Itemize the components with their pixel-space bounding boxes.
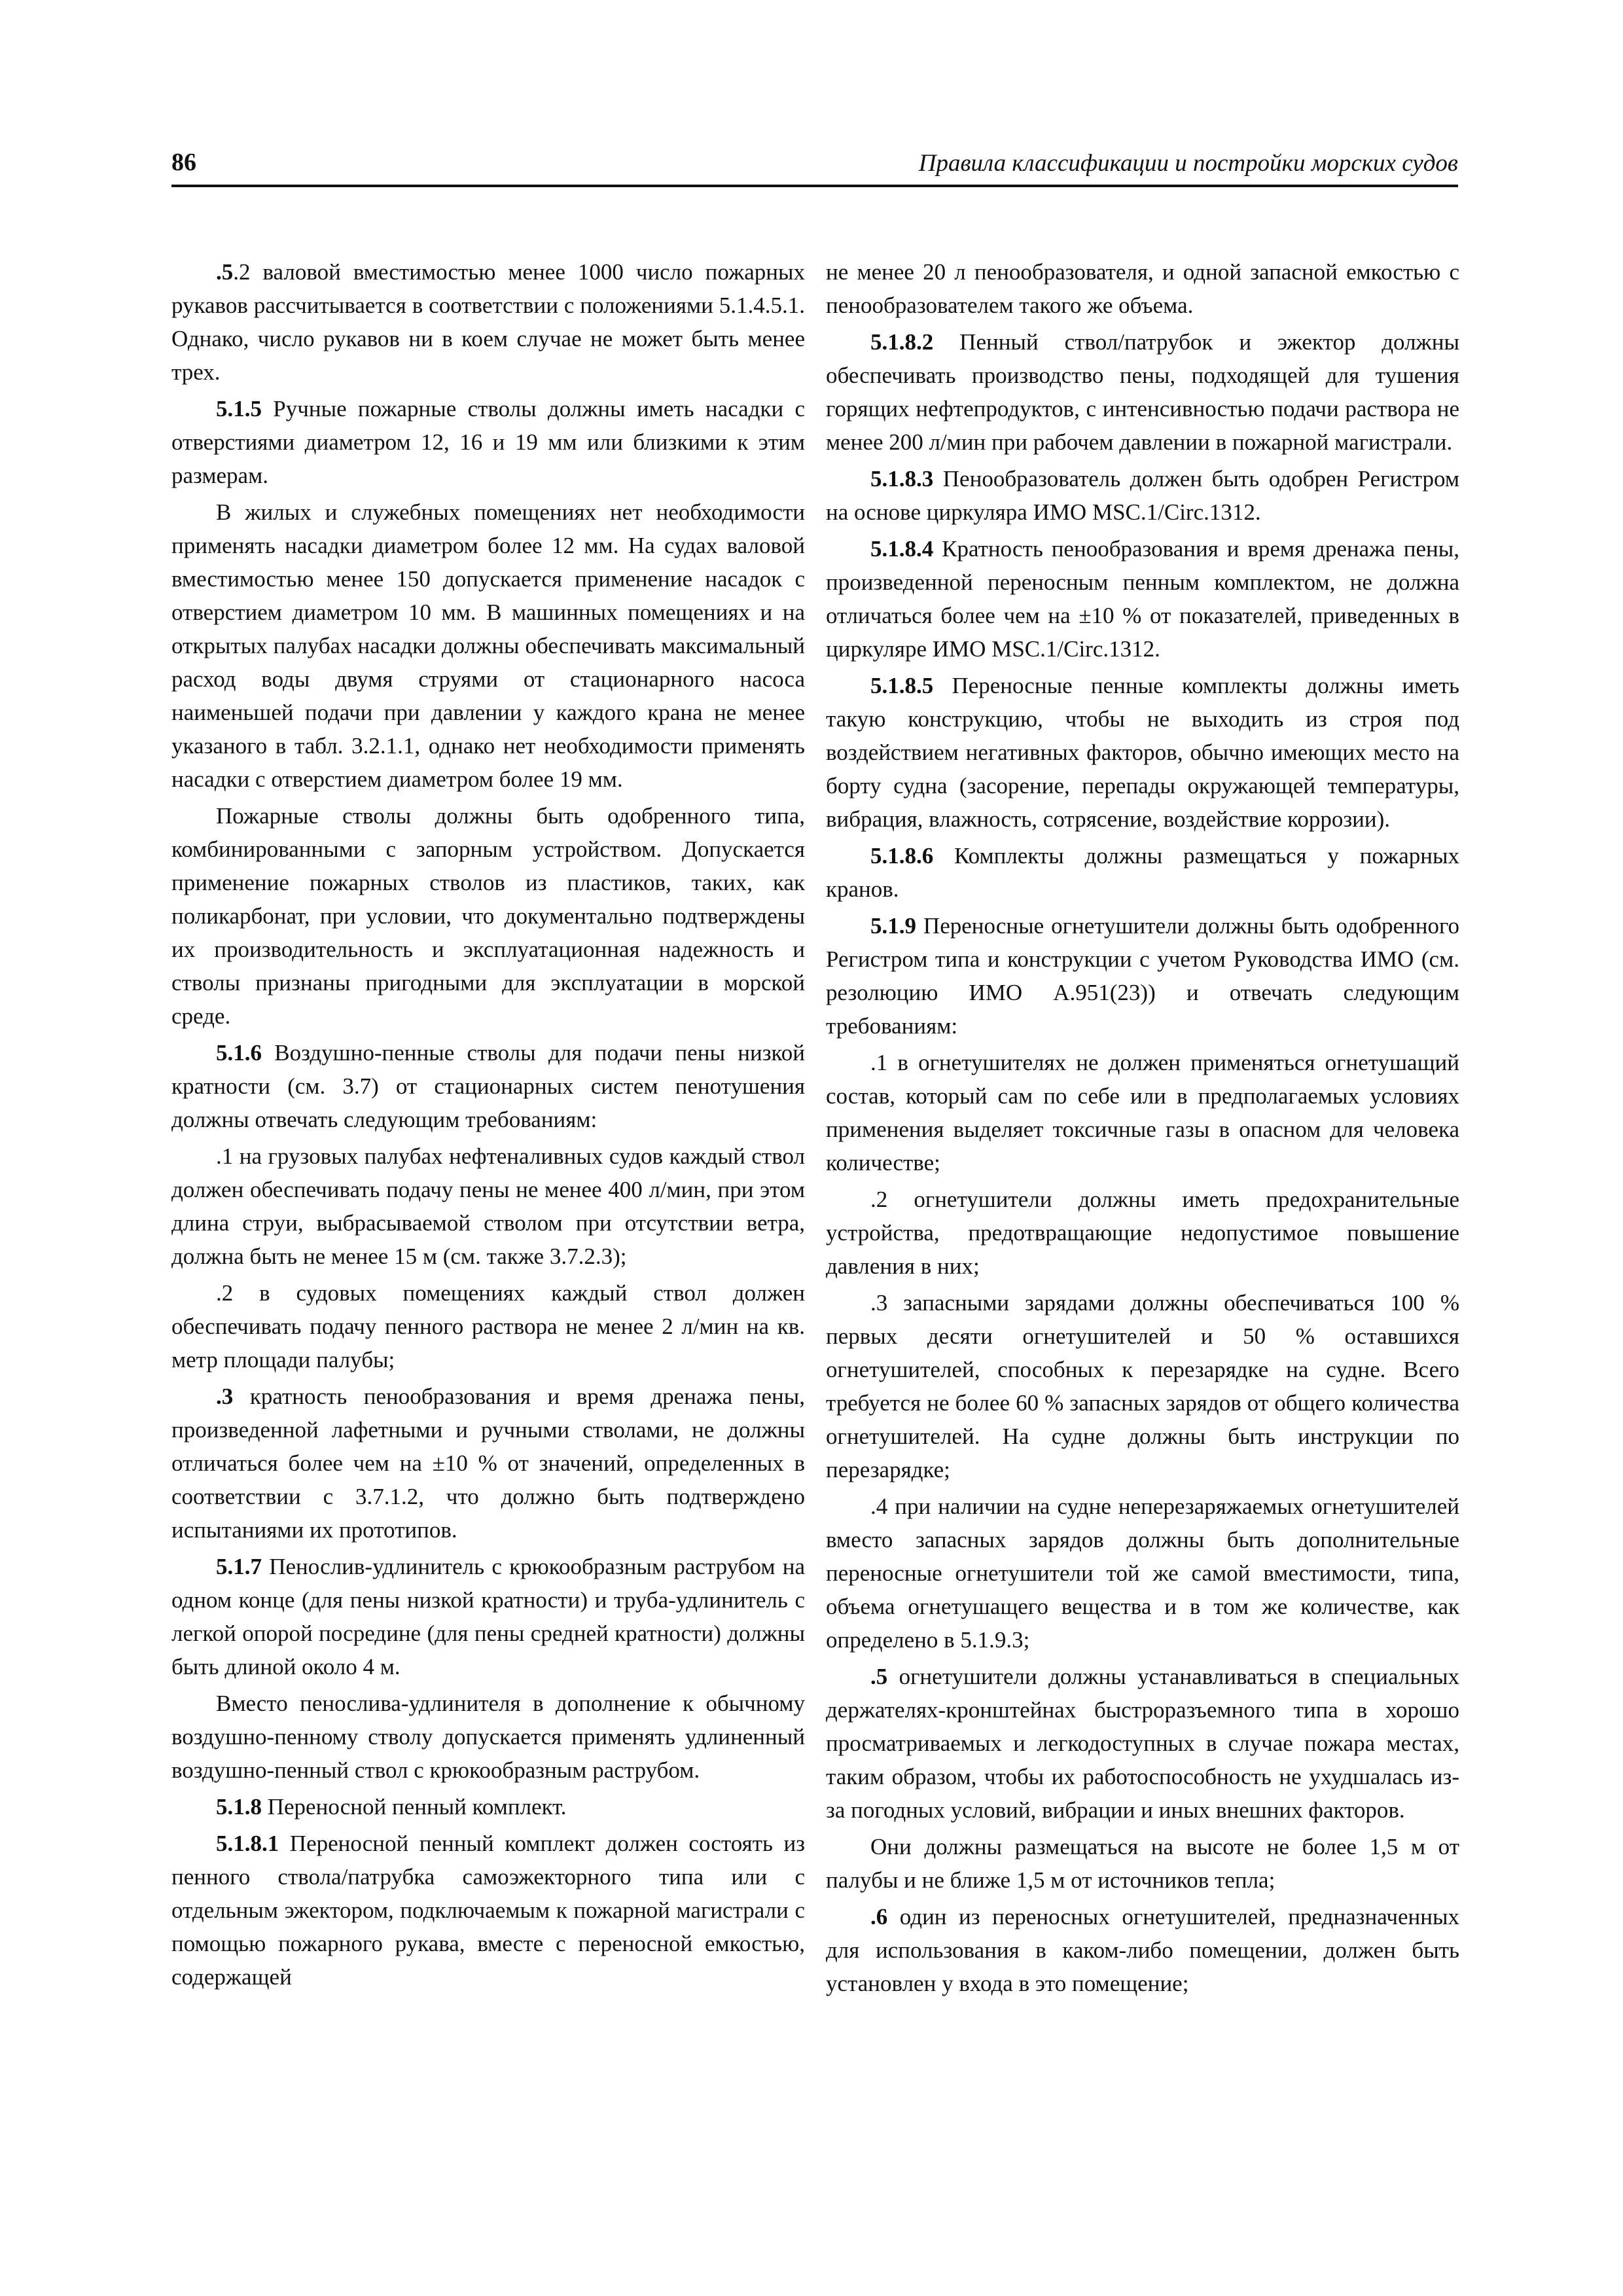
paragraph [171,1827,805,1994]
paragraph [171,1380,805,1547]
paragraph-text: Вместо пенослива-удлинителя в дополнение к обычному воздушно-пенному стволу допускается применять удлиненный воздушно-пенный ствол с крюкообразным раструбом. [171,1691,805,1783]
paragraph-text: Переносной пенный комплект. [262,1794,567,1820]
paragraph [171,1790,805,1823]
paragraph-text: Пенослив-удлинитель с крюкообразным раструбом на одном конце (для пены низкой кратности) и труба-удлинитель с легкой опорой посредине (для пены средней кратности) должны быть длиной около 4 м. [171,1554,805,1679]
paragraph-text: кратность пенообразования и время дренажа пены, произведенной лафетными и ручными стволами, не должны отличаться более чем на ±10 % от значений, определенных в соответствии с 3.7.1.2, что должно быть подтверждено испытаниями их прототипов. [171,1384,805,1543]
clause-number: 5.1.7 [216,1554,262,1579]
paragraph [826,532,1459,666]
paragraph [826,325,1459,459]
paragraph [171,495,805,796]
paragraph-text: не менее 20 л пенообразователя, и одной запасной емкостью с пенообразователем такого же объема. [826,259,1459,318]
paragraph [171,255,805,389]
clause-number: 5.1.5 [216,396,262,422]
paragraph-text: Комплекты должны размещаться у пожарных кранов. [826,843,1459,902]
clause-number: 5.1.8.5 [870,673,934,698]
paragraph-text: Переносной пенный комплект должен состоять из пенного ствола/патрубка самоэжекторного типа или с отдельным эжектором, подключаемым к пожарной магистрали с помощью пожарного рукава, вместе с переносной емкостью, содержащей [171,1831,805,1990]
paragraph-text: Пенный ствол/патрубок и эжектор должны обеспечивать производство пены, подходящей для тушения горящих нефтепродуктов, с интенсивностью подачи раствора не менее 200 л/мин при рабочем давлении в пожарной магистрали. [826,329,1459,455]
clause-number: 5.1.8.4 [870,536,934,562]
paragraph-text: .1 на грузовых палубах нефтеналивных судов каждый ствол должен обеспечивать подачу пены не менее 400 л/мин, при этом длина струи, выбрасываемой стволом при отсутствии ветра, должна быть не менее 15 м (см. также 3.7.2.3); [171,1143,805,1269]
clause-number: 5.1.8 [216,1794,262,1820]
clause-number: .5 [870,1664,888,1689]
clause-number: 5.1.8.3 [870,466,934,492]
paragraph-text: Воздушно-пенные стволы для подачи пены низкой кратности (см. 3.7) от стационарных систем пенотушения должны отвечать следующим требованиям: [171,1040,805,1132]
clause-number: 5.1.8.6 [870,843,934,869]
paragraph-text: Переносные пенные комплекты должны иметь такую конструкцию, чтобы не выходить из строя под воздействием негативных факторов, обычно имеющих место на борту судна (засорение, перепады окружающей температуры, вибрация, влажность, сотрясение, воздействие коррозии). [826,673,1459,832]
paragraph-text: один из переносных огнетушителей, предназначенных для использования в каком-либо помещении, должен быть установлен у входа в это помещение; [826,1904,1459,1996]
paragraph [826,1830,1459,1897]
paragraph [171,1276,805,1376]
paragraph-text: .2 валовой вместимостью менее 1000 число пожарных рукавов рассчитывается в соответствии с положениями 5.1.4.5.1. Однако, число рукавов ни в коем случае не может быть менее трех. [171,259,805,385]
clause-number: 5.1.9 [870,913,916,939]
paragraph-text: Кратность пенообразования и время дренажа пены, произведенной переносным пенным комплектом, не должна отличаться более чем на ±10 % от показателей, приведенных в циркуляре ИМО MSC.1/Circ.1312. [826,536,1459,662]
paragraph [826,1046,1459,1179]
left-column [171,255,805,1997]
paragraph [826,839,1459,906]
paragraph [826,255,1459,322]
paragraph-text: огнетушители должны устанавливаться в специальных держателях-кронштейнах быстроразъемного типа в хорошо просматриваемых и легкодоступных в случае пожара местах, таким образом, чтобы их работоспособность не ухудшалась из-за погодных условий, вибрации и иных внешних факторов. [826,1664,1459,1823]
paragraph [826,1660,1459,1827]
paragraph [171,1687,805,1787]
clause-number: .5 [216,259,234,285]
paragraph-text: Пенообразователь должен быть одобрен Регистром на основе циркуляра ИМО MSC.1/Circ.1312. [826,466,1459,525]
paragraph-text: Переносные огнетушители должны быть одобренного Регистром типа и конструкции с учетом Руководства ИМО (см. резолюцию ИМО А.951(23)) и отвечать следующим требованиям: [826,913,1459,1039]
right-column [826,255,1459,2003]
clause-number: 5.1.6 [216,1040,262,1066]
paragraph [826,462,1459,529]
paragraph-text: В жилых и служебных помещениях нет необходимости применять насадки диаметром более 12 мм. На судах валовой вместимостью менее 150 допускается применение насадок с отверстием диаметром 10 мм. В машинных помещениях и на открытых палубах насадки должны обеспечивать максимальный расход воды двумя струями от стационарного насоса наименьшей подачи при давлении у каждого крана не менее указаного в табл. 3.2.1.1, однако нет необходимости применять насадки с отверстием диаметром более 19 мм. [171,499,805,792]
paragraph [826,1490,1459,1657]
paragraph [171,1550,805,1683]
paragraph [826,1183,1459,1283]
clause-number: .3 [216,1384,234,1409]
paragraph [171,1139,805,1273]
paragraph-text: Ручные пожарные стволы должны иметь насадки с отверстиями диаметром 12, 16 и 19 мм или близкими к этим размерам. [171,396,805,488]
paragraph [826,1286,1459,1486]
paragraph [826,1900,1459,2000]
paragraph-text: .4 при наличии на судне неперезаряжаемых огнетушителей вместо запасных зарядов должны быть дополнительные переносные огнетушители той же самой вместимости, типа, объема огнетушащего вещества и в том же количестве, как определено в 5.1.9.3; [826,1494,1459,1653]
paragraph-text: .1 в огнетушителях не должен применяться огнетушащий состав, который сам по себе или в предполагаемых условиях применения выделяет токсичные газы в опасном для человека количестве; [826,1050,1459,1175]
page-number: 86 [171,149,196,176]
paragraph-text: .2 огнетушители должны иметь предохранительные устройства, предотвращающие недопустимое повышение давления в них; [826,1187,1459,1279]
paragraph [171,799,805,1033]
paragraph [826,909,1459,1043]
paragraph-text: Они должны размещаться на высоте не более 1,5 м от палубы и не ближе 1,5 м от источников тепла; [826,1834,1459,1893]
paragraph-text: Пожарные стволы должны быть одобренного типа, комбинированными с запорным устройством. Допускается применение пожарных стволов из пластиков, таких, как поликарбонат, при условии, что документально подтверждены их производительность и эксплуатационная надежность и стволы признаны пригодными для эксплуатации в морской среде. [171,803,805,1029]
paragraph-text: .3 запасными зарядами должны обеспечиваться 100 % первых десяти огнетушителей и 50 % оставшихся огнетушителей, способных к перезарядке на судне. Всего требуется не более 60 % запасных зарядов от общего количества огнетушителей. На судне должны быть инструкции по перезарядке; [826,1290,1459,1482]
running-title: Правила классификации и постройки морских судов [918,150,1458,177]
paragraph [171,1036,805,1136]
paragraph [171,392,805,492]
clause-number: 5.1.8.1 [216,1831,279,1856]
clause-number: 5.1.8.2 [870,329,934,355]
paragraph-text: .2 в судовых помещениях каждый ствол должен обеспечивать подачу пенного раствора не менее 2 л/мин на кв. метр площади палубы; [171,1280,805,1372]
clause-number: .6 [870,1904,888,1929]
page-header [171,145,1458,187]
paragraph [826,669,1459,836]
